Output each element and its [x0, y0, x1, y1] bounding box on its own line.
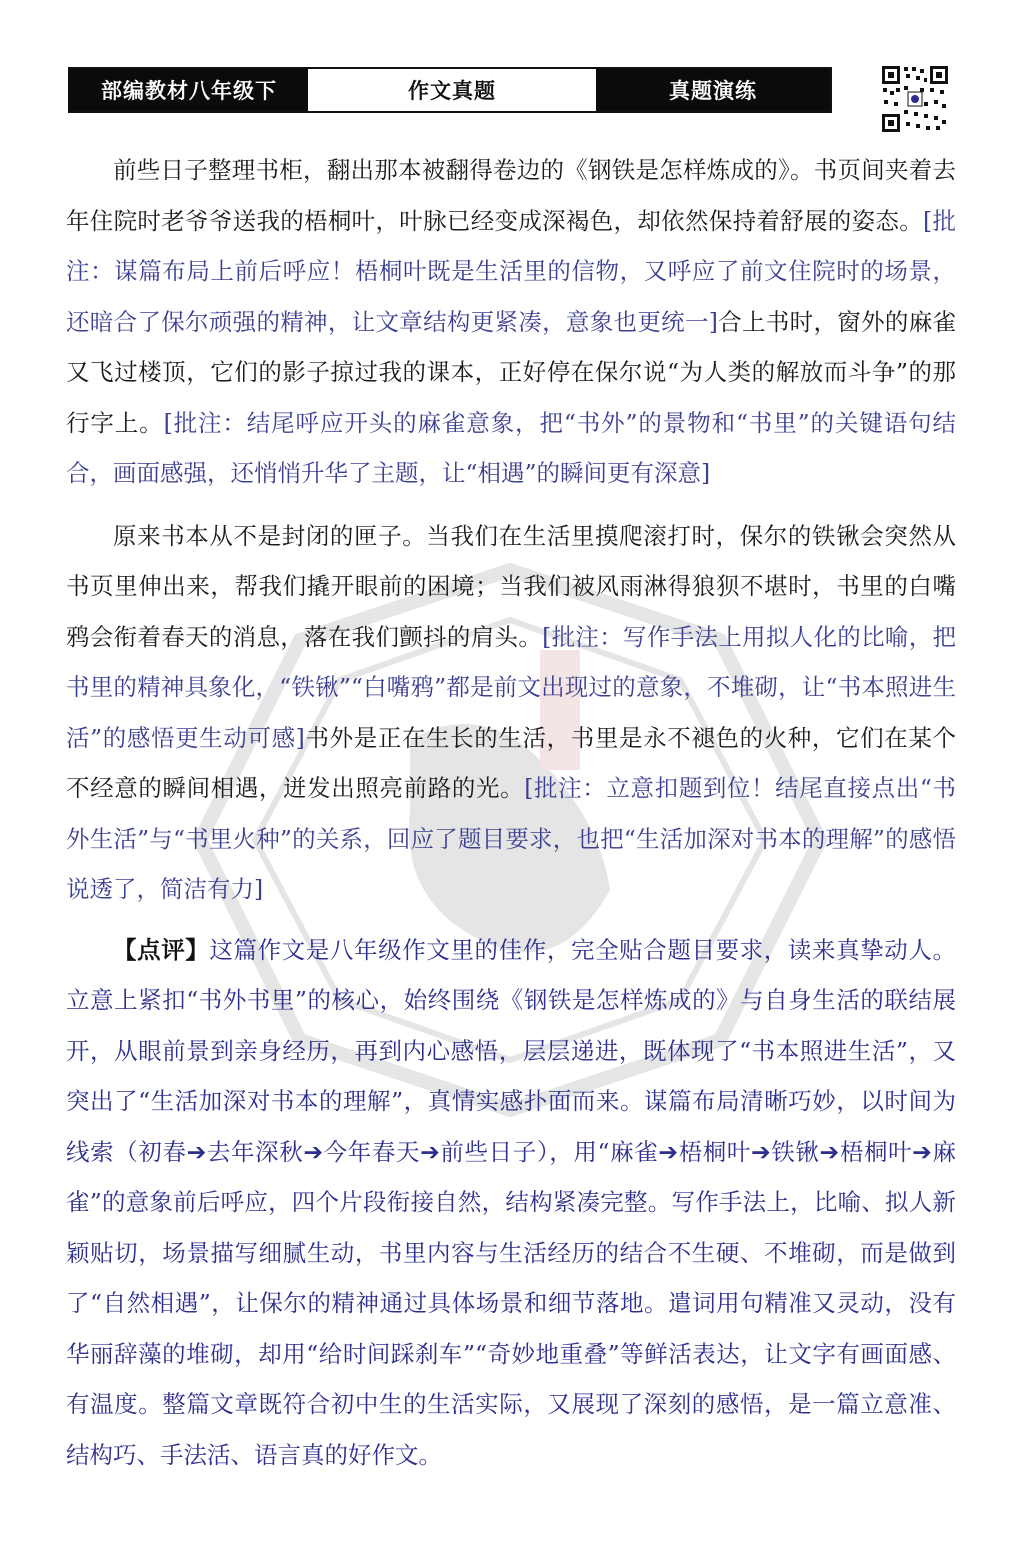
annotation-1: [批注：谋篇布局上前后呼应！梧桐叶既是生活里的信物，又呼应了前文住院时的场景，还暗合了保尔顽强的精神，让文章结构更紧凑，意象也更统一]	[66, 206, 957, 336]
comment-text: 这篇作文是八年级作文里的佳作，完全贴合题目要求，读来真挚动人。立意上紧扣“书外书里”的核心，始终围绕《钢铁是怎样炼成的》与自身生活的联结展开，从眼前景到亲身经历，再到内心感悟，层层递进，既体现了“书本照进生活”，又突出了“生活加深对书本的理解”，真情实感扑面而来。谋篇布局清晰巧妙，以时间为线索（初春➔去年深秋➔今年春天➔前些日子），用“麻雀➔梧桐叶➔铁锹➔梧桐叶➔麻雀”的意象前后呼应，四个片段衔接自然，结构紧凑完整。写作手法上，比喻、拟人新颖贴切，场景描写细腻生动，书里内容与生活经历的结合不生硬、不堆砌，而是做到了“自然相遇”，让保尔的精神通过具体场景和细节落地。遣词用句精准又灵动，没有华丽辞藻的堆砌，却用“给时间踩刹车”“奇妙地重叠”等鲜活表达，让文字有画面感、有温度。整篇文章既符合初中生的生活实际，又展现了深刻的感悟，是一篇立意准、结构巧、手法活、语言真的好作文。	[66, 935, 957, 1469]
paragraph-1-text-2: 合上书时，窗外的麻雀又飞过楼顶，它们的影子掠过我的课本，正好停在保尔说“为人类的解放而斗争”的那行字上。	[66, 307, 956, 437]
paragraph-1-text-1: 前些日子整理书柜，翻出那本被翻得卷边的《钢铁是怎样炼成的》。书页间夹着去年住院时老爷爷送我的梧桐叶，叶脉已经变成深褐色，却依然保持着舒展的姿态。	[66, 156, 956, 235]
header-bar	[68, 67, 832, 113]
qr-code-icon	[880, 64, 950, 134]
paragraph-2-text-1: 原来书本从不是封闭的匣子。当我们在生活里摸爬滚打时，保尔的铁锹会突然从书页里伸出来，帮我们撬开眼前的困境；当我们被风雨淋得狼狈不堪时，书里的白嘴鸦会衔着春天的消息，落在我们颤抖的肩头。	[66, 521, 956, 651]
paragraph-1	[66, 145, 956, 499]
annotation-2: [批注：结尾呼应开头的麻雀意象，把“书外”的景物和“书里”的关键语句结合，画面感强，还悄悄升华了主题，让“相遇”的瞬间更有深意]	[66, 408, 956, 487]
annotation-3: [批注：写作手法上用拟人化的比喻，把书里的精神具象化，“铁锹”“白嘴鸦”都是前文出现过的意象，不堆砌，让“书本照进生活”的感悟更生动可感]	[66, 622, 956, 752]
header-section: 真题演练	[596, 69, 830, 111]
comment-paragraph	[66, 925, 956, 1481]
paragraph-2	[66, 511, 956, 915]
header-title: 作文真题	[308, 69, 596, 111]
essay-content	[66, 145, 956, 1480]
paragraph-2-text-2: 书外是正在生长的生活，书里是永不褪色的火种，它们在某个不经意的瞬间相遇，迸发出照亮前路的光。	[66, 723, 957, 802]
annotation-4: [批注：立意扣题到位！结尾直接点出“书外生活”与“书里火种”的关系，回应了题目要求，也把“生活加深对书本的理解”的感悟说透了，简洁有力]	[66, 774, 956, 903]
header-grade: 部编教材八年级下	[70, 69, 308, 111]
comment-tag: 【点评】	[113, 935, 210, 964]
